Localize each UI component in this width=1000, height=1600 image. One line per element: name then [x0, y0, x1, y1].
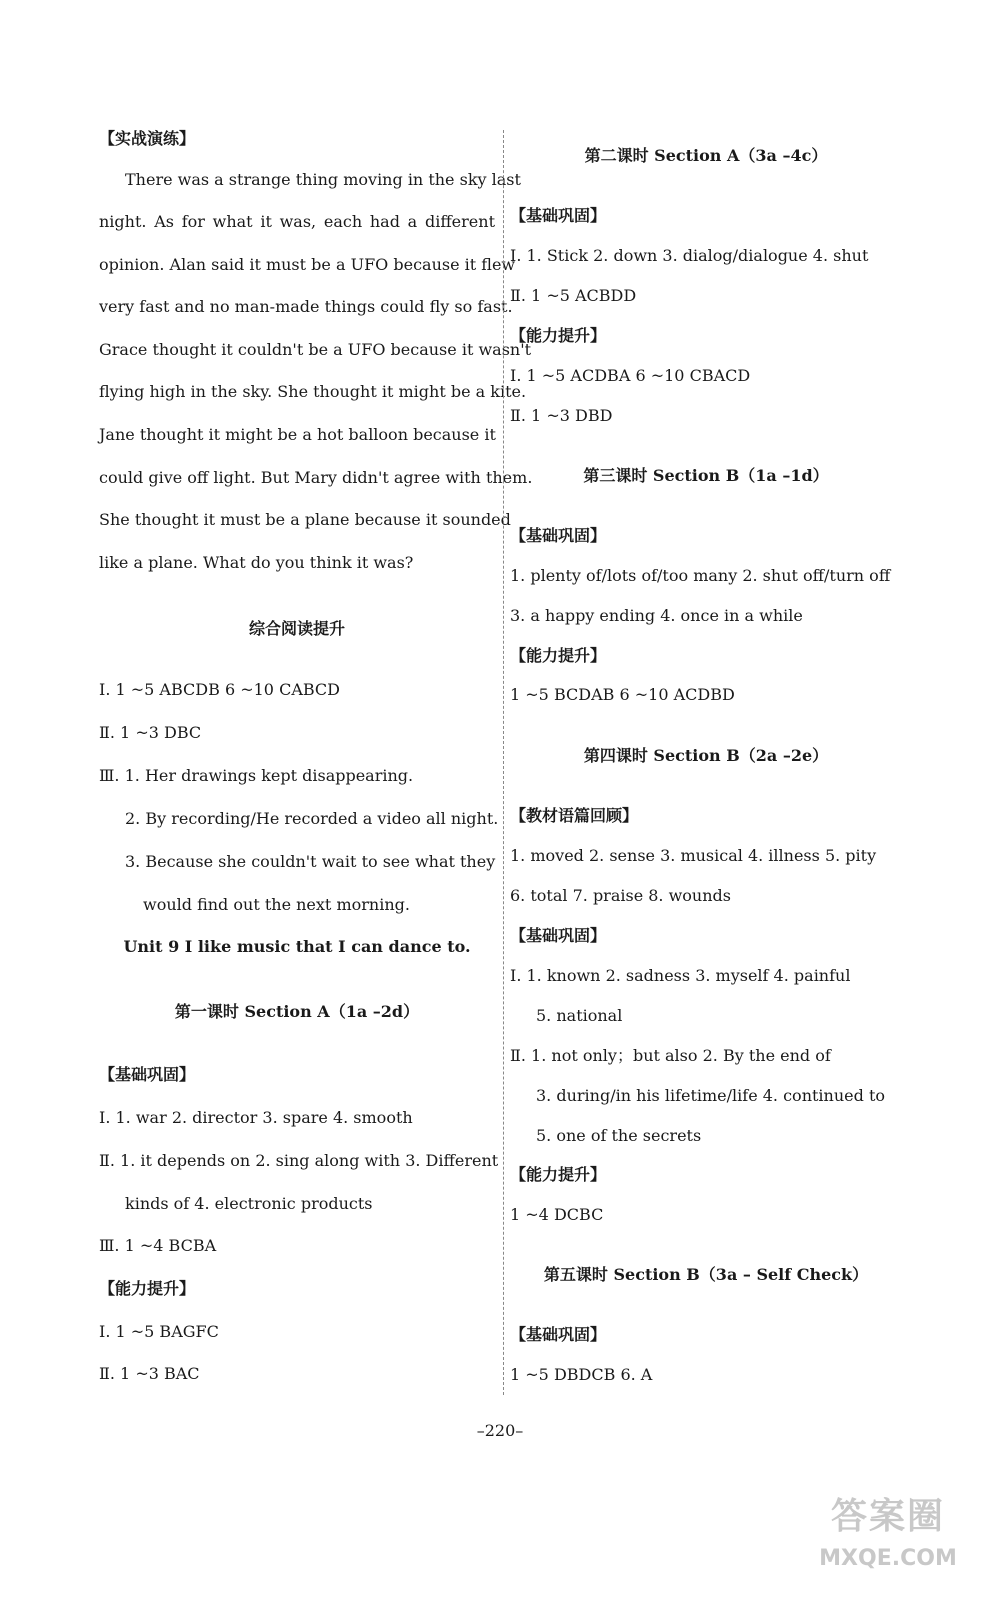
ability-heading: 【能力提升】 — [99, 1279, 196, 1298]
answer-line: Ⅱ. 1 ~3 DBC — [99, 723, 202, 742]
ability-heading: 【能力提升】 — [510, 326, 607, 345]
basic-heading: 【基础巩固】 — [510, 526, 607, 545]
watermark — [798, 1466, 978, 1586]
unit-title: Unit 9 I like music that I can dance to. — [123, 937, 471, 956]
basic-heading: 【基础巩固】 — [99, 1065, 196, 1084]
basic-heading: 【基础巩固】 — [510, 1325, 607, 1344]
basic-heading: 【基础巩固】 — [510, 206, 607, 225]
review-heading: 【教材语篇回顾】 — [510, 806, 639, 825]
passage-line: flying high in the sky. She thought it might be a kite. — [99, 382, 527, 401]
answer-line: 2. By recording/He recorded a video all night. — [125, 809, 499, 828]
passage-line: night. As for what it was, each had a different — [99, 212, 495, 231]
lesson-title: 第四课时 Section B（2a –2e） — [583, 746, 829, 765]
answer-line: Ⅰ. 1 ~5 BAGFC — [99, 1322, 219, 1341]
answer-line: Ⅱ. 1 ~3 BAC — [99, 1364, 200, 1383]
lesson-title: 第三课时 Section B（1a –1d） — [583, 466, 829, 485]
answer-line: Ⅰ. 1. known 2. sadness 3. myself 4. painful — [510, 966, 851, 985]
lesson-title: 第五课时 Section B（3a – Self Check） — [543, 1265, 869, 1284]
answer-line: Ⅱ. 1. not only；but also 2. By the end of — [510, 1046, 831, 1065]
answer-line: 3. Because she couldn't wait to see what they — [125, 852, 496, 871]
watermark-logo-text: 答案圈 — [830, 1496, 945, 1537]
column-divider — [503, 130, 504, 1395]
answer-line: would find out the next morning. — [143, 895, 410, 914]
answer-line: Ⅰ. 1 ~5 ABCDB 6 ~10 CABCD — [99, 680, 340, 699]
answer-line: 6. total 7. praise 8. wounds — [510, 886, 731, 905]
answer-line: Ⅱ. 1 ~3 DBD — [510, 406, 613, 425]
answer-line: Ⅰ. 1. war 2. director 3. spare 4. smooth — [99, 1108, 413, 1127]
passage-line: could give off light. But Mary didn't agree with them. — [99, 468, 533, 487]
passage-line: There was a strange thing moving in the sky last — [125, 170, 521, 189]
lesson-title: 第二课时 Section A（3a –4c） — [584, 146, 828, 165]
page-number: –220– — [476, 1421, 524, 1440]
answer-line: Ⅰ. 1 ~5 ACDBA 6 ~10 CBACD — [510, 366, 751, 385]
answer-line: Ⅲ. 1 ~4 BCBA — [99, 1236, 217, 1255]
answer-line: 5. one of the secrets — [536, 1126, 702, 1145]
answer-line: 5. national — [536, 1006, 623, 1025]
answer-line: Ⅰ. 1. Stick 2. down 3. dialog/dialogue 4. shut — [510, 246, 869, 265]
passage-line: opinion. Alan said it must be a UFO because it flew — [99, 255, 516, 274]
answer-line: Ⅱ. 1 ~5 ACBDD — [510, 286, 637, 305]
basic-heading: 【基础巩固】 — [510, 926, 607, 945]
passage-line: Grace thought it couldn't be a UFO because it wasn't — [99, 340, 532, 359]
reading-section-title: 综合阅读提升 — [248, 619, 345, 638]
answer-line: Ⅲ. 1. Her drawings kept disappearing. — [99, 766, 414, 785]
passage-line: very fast and no man-made things could fly so fast. — [99, 297, 513, 316]
answer-line: 3. a happy ending 4. once in a while — [510, 606, 803, 625]
answer-line: Ⅱ. 1. it depends on 2. sing along with 3. Different — [99, 1151, 499, 1170]
answer-line: kinds of 4. electronic products — [125, 1194, 373, 1213]
answer-line: 1 ~5 DBDCB 6. A — [510, 1365, 653, 1384]
ability-heading: 【能力提升】 — [510, 1165, 607, 1184]
ability-heading: 【能力提升】 — [510, 646, 607, 665]
answer-line: 1. moved 2. sense 3. musical 4. illness 5. pity — [510, 846, 877, 865]
practice-heading: 【实战演练】 — [99, 129, 196, 148]
lesson-title: 第一课时 Section A（1a –2d） — [174, 1002, 420, 1021]
answer-line: 1 ~4 DCBC — [510, 1205, 604, 1224]
passage-line: She thought it must be a plane because it sounded — [99, 510, 511, 529]
answer-line: 1. plenty of/lots of/too many 2. shut off/turn off — [510, 566, 891, 585]
watermark-domain: MXQE.COM — [819, 1546, 957, 1571]
answer-line: 3. during/in his lifetime/life 4. continued to — [536, 1086, 886, 1105]
passage-line: like a plane. What do you think it was? — [99, 553, 414, 572]
answer-line: 1 ~5 BCDAB 6 ~10 ACDBD — [510, 685, 735, 704]
passage-line: Jane thought it might be a hot balloon because it — [99, 425, 496, 444]
